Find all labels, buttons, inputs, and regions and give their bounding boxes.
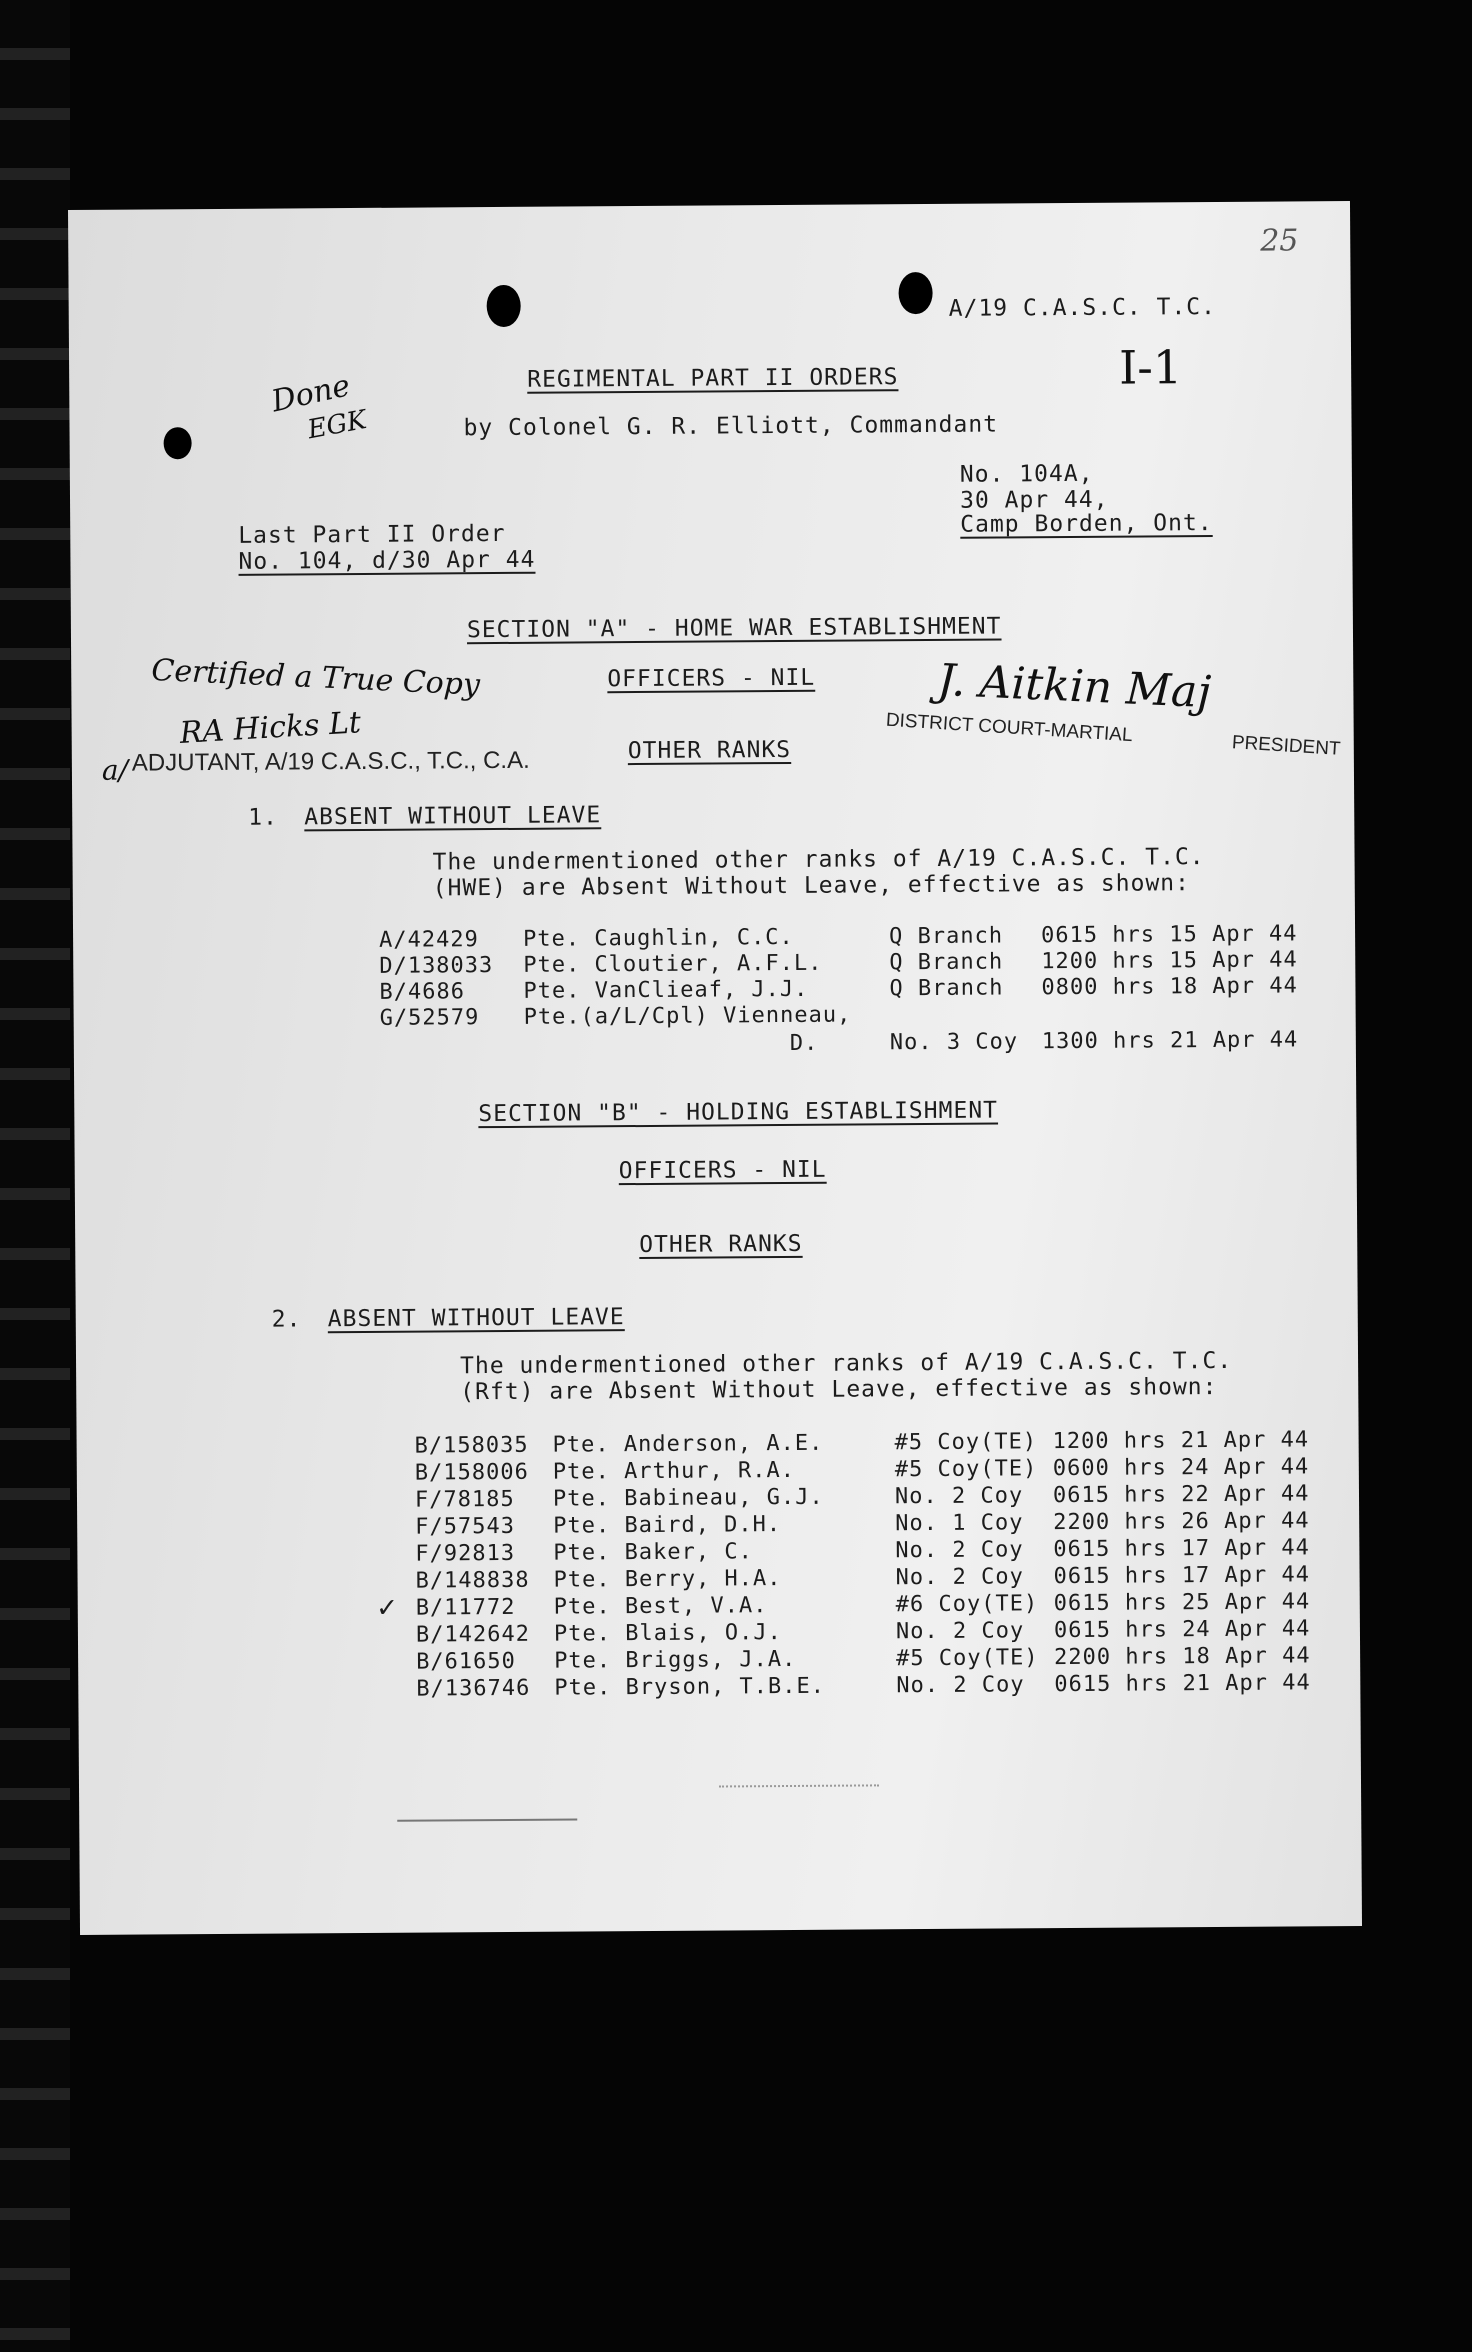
order-number: No. 104A, bbox=[959, 460, 1094, 488]
effective-time: 0600 hrs 24 Apr 44 bbox=[1052, 1454, 1310, 1482]
unit: Q Branch bbox=[889, 923, 1004, 950]
effective-time: 0615 hrs 17 Apr 44 bbox=[1053, 1562, 1311, 1590]
rank-name: Pte. Baker, C. bbox=[553, 1539, 753, 1566]
service-number: A/42429 bbox=[379, 927, 479, 953]
rank-name: D. bbox=[789, 1030, 819, 1056]
document-page bbox=[68, 201, 1362, 1935]
service-number: B/158035 bbox=[414, 1432, 529, 1459]
court-martial-stamp: DISTRICT COURT-MARTIAL bbox=[885, 709, 1134, 747]
certified-note: Certified a True Copy bbox=[150, 652, 481, 703]
unit: Q Branch bbox=[889, 975, 1004, 1002]
effective-time: 0615 hrs 24 Apr 44 bbox=[1053, 1616, 1311, 1644]
effective-time: 1300 hrs 21 Apr 44 bbox=[1041, 1027, 1299, 1055]
check-mark: ✓ bbox=[377, 1589, 397, 1625]
effective-time: 0800 hrs 18 Apr 44 bbox=[1041, 973, 1298, 1001]
service-number: B/136746 bbox=[416, 1675, 531, 1702]
order-location: Camp Borden, Ont. bbox=[960, 510, 1213, 538]
effective-time: 1200 hrs 21 Apr 44 bbox=[1052, 1427, 1310, 1455]
unit: No. 2 Coy bbox=[894, 1483, 1024, 1510]
effective-time: 0615 hrs 22 Apr 44 bbox=[1052, 1481, 1310, 1509]
rank-name: Pte. Cloutier, A.F.L. bbox=[523, 950, 823, 978]
section-a-heading: SECTION "A" - HOME WAR ESTABLISHMENT bbox=[466, 613, 1002, 644]
by-line: by Colonel G. R. Elliott, Commandant bbox=[463, 411, 999, 442]
rank-name: Pte. Best, V.A. bbox=[553, 1593, 768, 1620]
service-number: B/11772 bbox=[415, 1594, 516, 1621]
unit: #5 Coy(TE) bbox=[894, 1456, 1038, 1483]
film-edge bbox=[0, 0, 70, 2352]
service-number: F/92813 bbox=[415, 1540, 516, 1567]
divider bbox=[719, 1784, 879, 1787]
section-a-intro-line1: The undermentioned other ranks of A/19 C.A.S.C. T.C. bbox=[432, 844, 1205, 876]
rank-name: Pte. Baird, D.H. bbox=[553, 1512, 782, 1539]
order-date: 30 Apr 44, bbox=[959, 486, 1109, 514]
section-b-officers: OFFICERS - NIL bbox=[618, 1156, 827, 1185]
document-title: REGIMENTAL PART II ORDERS bbox=[527, 364, 899, 393]
rank-name: Pte. VanClieaf, J.J. bbox=[523, 976, 809, 1004]
adjutant-prefix: a/ bbox=[101, 753, 129, 787]
service-number: B/158006 bbox=[414, 1459, 529, 1486]
unit: No. 2 Coy bbox=[895, 1537, 1024, 1564]
page-number: 25 bbox=[1260, 223, 1299, 259]
effective-time: 0615 hrs 25 Apr 44 bbox=[1053, 1589, 1311, 1617]
rank-name: Pte. Babineau, G.J. bbox=[552, 1484, 824, 1512]
section-b-intro-line1: The undermentioned other ranks of A/19 C.A.S.C. T.C. bbox=[459, 1347, 1233, 1380]
unit: No. 1 Coy bbox=[895, 1510, 1024, 1537]
effective-time: 0615 hrs 15 Apr 44 bbox=[1041, 921, 1298, 949]
effective-time: 2200 hrs 26 Apr 44 bbox=[1053, 1508, 1310, 1536]
unit: No. 2 Coy bbox=[895, 1618, 1025, 1645]
punch-hole bbox=[164, 427, 192, 459]
rank-name: Pte. Arthur, R.A. bbox=[552, 1457, 796, 1485]
service-number: D/138033 bbox=[379, 953, 494, 979]
rank-name: Pte.(a/L/Cpl) Vienneau, bbox=[523, 1002, 852, 1030]
service-number: F/78185 bbox=[414, 1486, 515, 1513]
unit: #5 Coy(TE) bbox=[896, 1645, 1039, 1672]
rank-name: Pte. Berry, H.A. bbox=[553, 1566, 782, 1593]
section-a-other-ranks: OTHER RANKS bbox=[627, 736, 792, 765]
service-number: G/52579 bbox=[379, 1005, 480, 1031]
service-number: B/61650 bbox=[416, 1648, 516, 1675]
unit: Q Branch bbox=[889, 949, 1004, 976]
service-number: B/4686 bbox=[379, 979, 466, 1005]
section-a-item-number: 1. bbox=[248, 804, 279, 831]
effective-time: 1200 hrs 15 Apr 44 bbox=[1041, 947, 1298, 975]
section-b-item-number: 2. bbox=[271, 1306, 302, 1333]
punch-hole bbox=[898, 272, 932, 314]
roman-annotation: I-1 bbox=[1118, 340, 1183, 395]
certifier-signature: RA Hicks Lt bbox=[178, 705, 362, 751]
section-b-heading: SECTION "B" - HOLDING ESTABLISHMENT bbox=[478, 1097, 999, 1128]
punch-hole bbox=[487, 285, 521, 327]
section-a-intro-line2: (HWE) are Absent Without Leave, effective as shown: bbox=[432, 870, 1191, 902]
service-number: B/148838 bbox=[415, 1567, 530, 1594]
unit: #5 Coy(TE) bbox=[894, 1429, 1038, 1456]
service-number: F/57543 bbox=[415, 1513, 516, 1540]
section-a-item-title: ABSENT WITHOUT LEAVE bbox=[304, 802, 602, 831]
section-b-intro-line2: (Rft) are Absent Without Leave, effective as shown: bbox=[460, 1374, 1218, 1406]
service-number: B/142642 bbox=[415, 1621, 531, 1648]
divider bbox=[397, 1818, 577, 1821]
adjutant-stamp: ADJUTANT, A/19 C.A.S.C., T.C., C.A. bbox=[131, 746, 530, 777]
last-order-value: No. 104, d/30 Apr 44 bbox=[238, 546, 536, 575]
unit: No. 3 Coy bbox=[889, 1029, 1019, 1056]
unit: #6 Coy(TE) bbox=[895, 1591, 1039, 1618]
effective-time: 0615 hrs 21 Apr 44 bbox=[1054, 1670, 1311, 1698]
done-note: Done bbox=[268, 368, 354, 420]
rank-name: Pte. Blais, O.J. bbox=[553, 1620, 782, 1647]
unit: No. 2 Coy bbox=[895, 1564, 1024, 1591]
section-b-other-ranks: OTHER RANKS bbox=[639, 1230, 803, 1259]
president-signature: J. Aitkin Maj bbox=[936, 654, 1213, 719]
unit-reference: A/19 C.A.S.C. T.C. bbox=[948, 293, 1217, 322]
unit: No. 2 Coy bbox=[896, 1672, 1025, 1699]
section-b-item-title: ABSENT WITHOUT LEAVE bbox=[327, 1304, 625, 1333]
effective-time: 0615 hrs 17 Apr 44 bbox=[1053, 1535, 1310, 1563]
effective-time: 2200 hrs 18 Apr 44 bbox=[1054, 1643, 1311, 1671]
last-order-label: Last Part II Order bbox=[238, 520, 506, 549]
rank-name: Pte. Anderson, A.E. bbox=[552, 1430, 824, 1458]
president-label: PRESIDENT bbox=[1231, 732, 1342, 760]
rank-name: Pte. Briggs, J.A. bbox=[554, 1646, 797, 1674]
rank-name: Pte. Bryson, T.B.E. bbox=[554, 1673, 826, 1701]
section-a-officers: OFFICERS - NIL bbox=[607, 664, 816, 693]
done-initials: EGK bbox=[305, 405, 369, 446]
rank-name: Pte. Caughlin, C.C. bbox=[523, 924, 794, 952]
